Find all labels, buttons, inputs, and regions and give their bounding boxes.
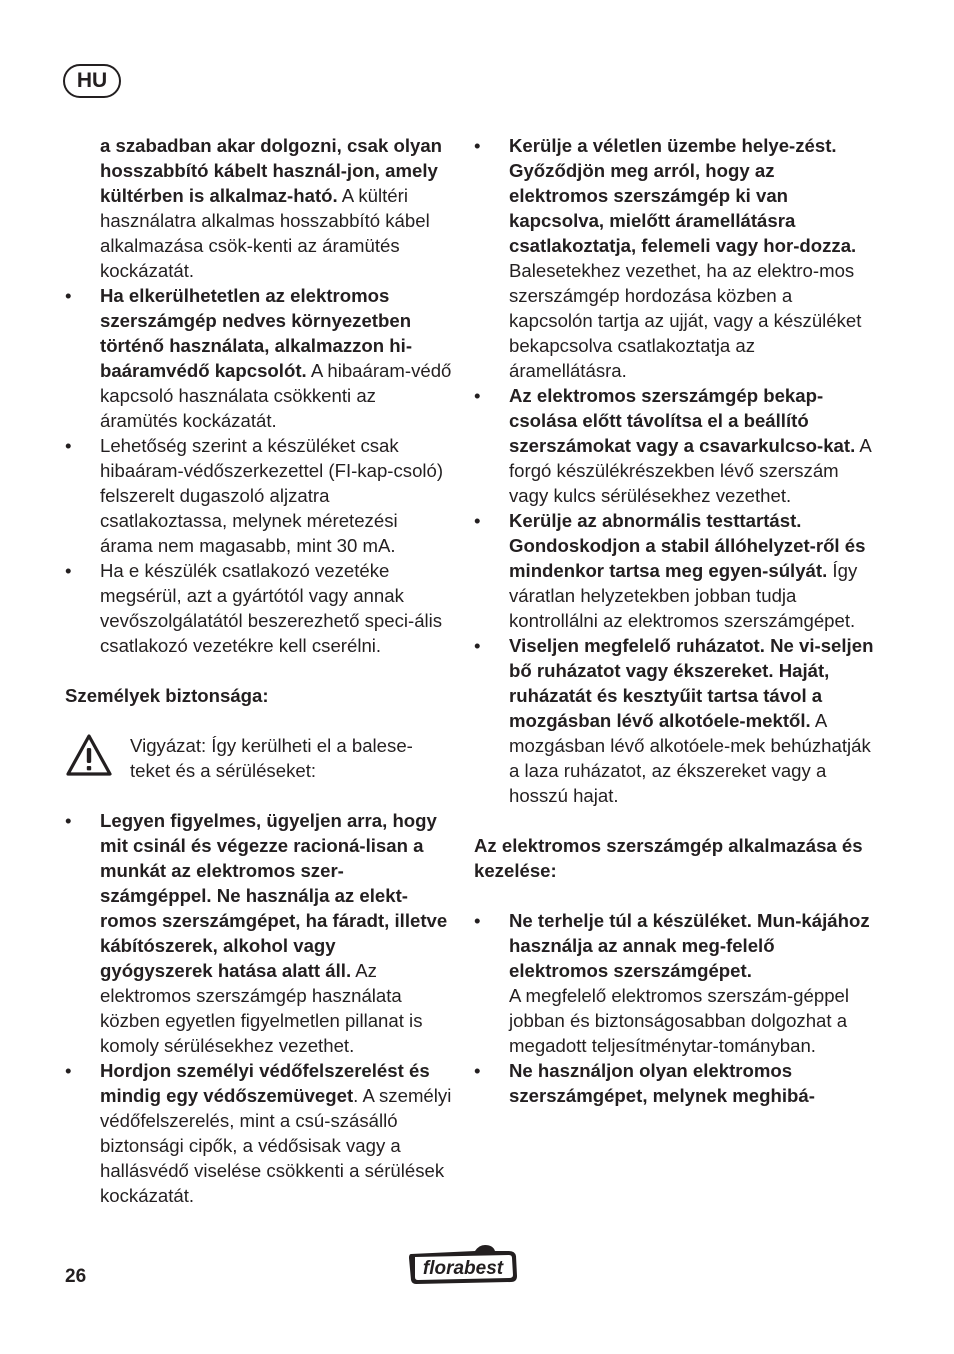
page-number: 26 [65,1266,87,1287]
section-heading: Az elektromos szerszámgép alkalmazása és kezelése: [474,835,863,881]
list-item: • Viseljen megfelelő ruházatot. Ne vi-seljen bő ruházatot vagy ékszereket. Haját, ruházatát és kesztyűit tartsa távol a mozgásban lévő alkotóele-mektől. A mozgásban lévő alkotóele-mek behúzhatják a laza ruházatot, az ékszereket vagy a hosszú hajat. [474,635,874,806]
paragraph-continued: a szabadban akar dolgozni, csak olyan hosszabbító kábelt használ-jon, amely kültérben is alkalmaz-ható. A kültéri használatra alkalmas hosszabbító kábel alkalmazása csök-kenti az áramütés kockázatát. [100,135,443,281]
list-item: • Hordjon személyi védőfelszerelést és mindig egy védőszemüveget. A személyi védőfelszerelés, mint a csú-szásálló biztonsági cipők, a védősisak vagy a hallásvédő viselése csökkenti a sérülések kockázatát. [65,1060,452,1206]
bullet: • [474,1060,481,1081]
left-column [65,133,453,1208]
list-item: • Lehetőség szerint a készüléket csak hibaáram-védőszerkezettel (FI-kap-csoló) felszerelt dugaszoló aljzatra csatlakoztassa, melynek méretezési árama nem magasabb, mint 30 mA. [65,435,444,556]
florabest-logo [405,1242,521,1288]
list-item: • Legyen figyelmes, ügyeljen arra, hogy mit csinál és végezze racioná-lisan a munkát az elektromos szer-számgéppel. Ne használja az elekt-romos szerszámgépet, ha fáradt, illetve kábítószerek, alkohol vagy gyógyszerek hatása alatt áll. Az elektromos szerszámgép használata közben egyetlen figyelmetlen pillanat is komoly sérülésekhez vezethet. [65,810,448,1056]
list-item: • Ha e készülék csatlakozó vezetéke megsérül, azt a gyártótól vagy annak vevőszolgálatától beszerezhető speci-ális csatlakozó vezetékre kell cserélni. [65,560,443,656]
bullet: • [474,385,481,406]
bullet: • [474,135,481,156]
list-item: • Ne használjon olyan elektromos szerszámgépet, melynek meghibá- [474,1060,815,1106]
warning-note [65,733,453,783]
language-badge: HU [63,64,121,98]
bullet: • [65,435,72,456]
bullet: • [474,910,481,931]
bullet: • [65,285,72,306]
list-item: • Kerülje a véletlen üzembe helye-zést. Győződjön meg arról, hogy az elektromos szerszámgép ki van kapcsolva, mielőtt áramellátásra csatlakoztatja, felemeli vagy hor-dozza. Balesetekhez vezethet, ha az elektro-mos szerszámgép hordozása közben a kapcsolón tartja az ujját, vagy a készüléket bekapcsolva csatlakoztatja az áramellátásra. [474,135,862,381]
florabest-logo-text: florabest [422,1258,504,1279]
right-column [474,133,874,1108]
bullet: • [65,1060,72,1081]
warning-text: Vigyázat: Így kerülheti el a balese-teket és a sérüléseket: [130,735,413,781]
bullet: • [474,635,481,656]
bullet: • [65,560,72,581]
warning-triangle-icon [65,733,113,777]
list-item: • Az elektromos szerszámgép bekap-csolása előtt távolítsa el a beállító szerszámokat vagy a csavarkulcso-kat. A forgó készülékrészekben lévő szerszám vagy kulcs sérülésekhez vezethet. [474,385,871,506]
list-item: • Kerülje az abnormális testtartást. Gondoskodjon a stabil állóhelyzet-ről és mindenkor tartsa meg egyen-súlyát. Így váratlan helyzetekben jobban tudja kontrollálni az elektromos szerszámgépet. [474,510,866,631]
bullet: • [474,510,481,531]
list-item: • Ne terhelje túl a készüléket. Mun-kájához használja az annak meg-felelő elektromos szerszámgépet. A megfelelő elektromos szerszám-géppel jobban és biztonságosabban dolgozhat a megadott teljesítménytar-tományban. [474,910,870,1056]
section-heading: Személyek biztonsága: [65,685,269,706]
bullet: • [65,810,72,831]
list-item: • Ha elkerülhetetlen az elektromos szerszámgép nedves környezetben történő használata, alkalmazzon hi-baáramvédő kapcsolót. A hibaáram-védő kapcsoló használata csökkenti az áramütés kockázatát. [65,285,452,431]
